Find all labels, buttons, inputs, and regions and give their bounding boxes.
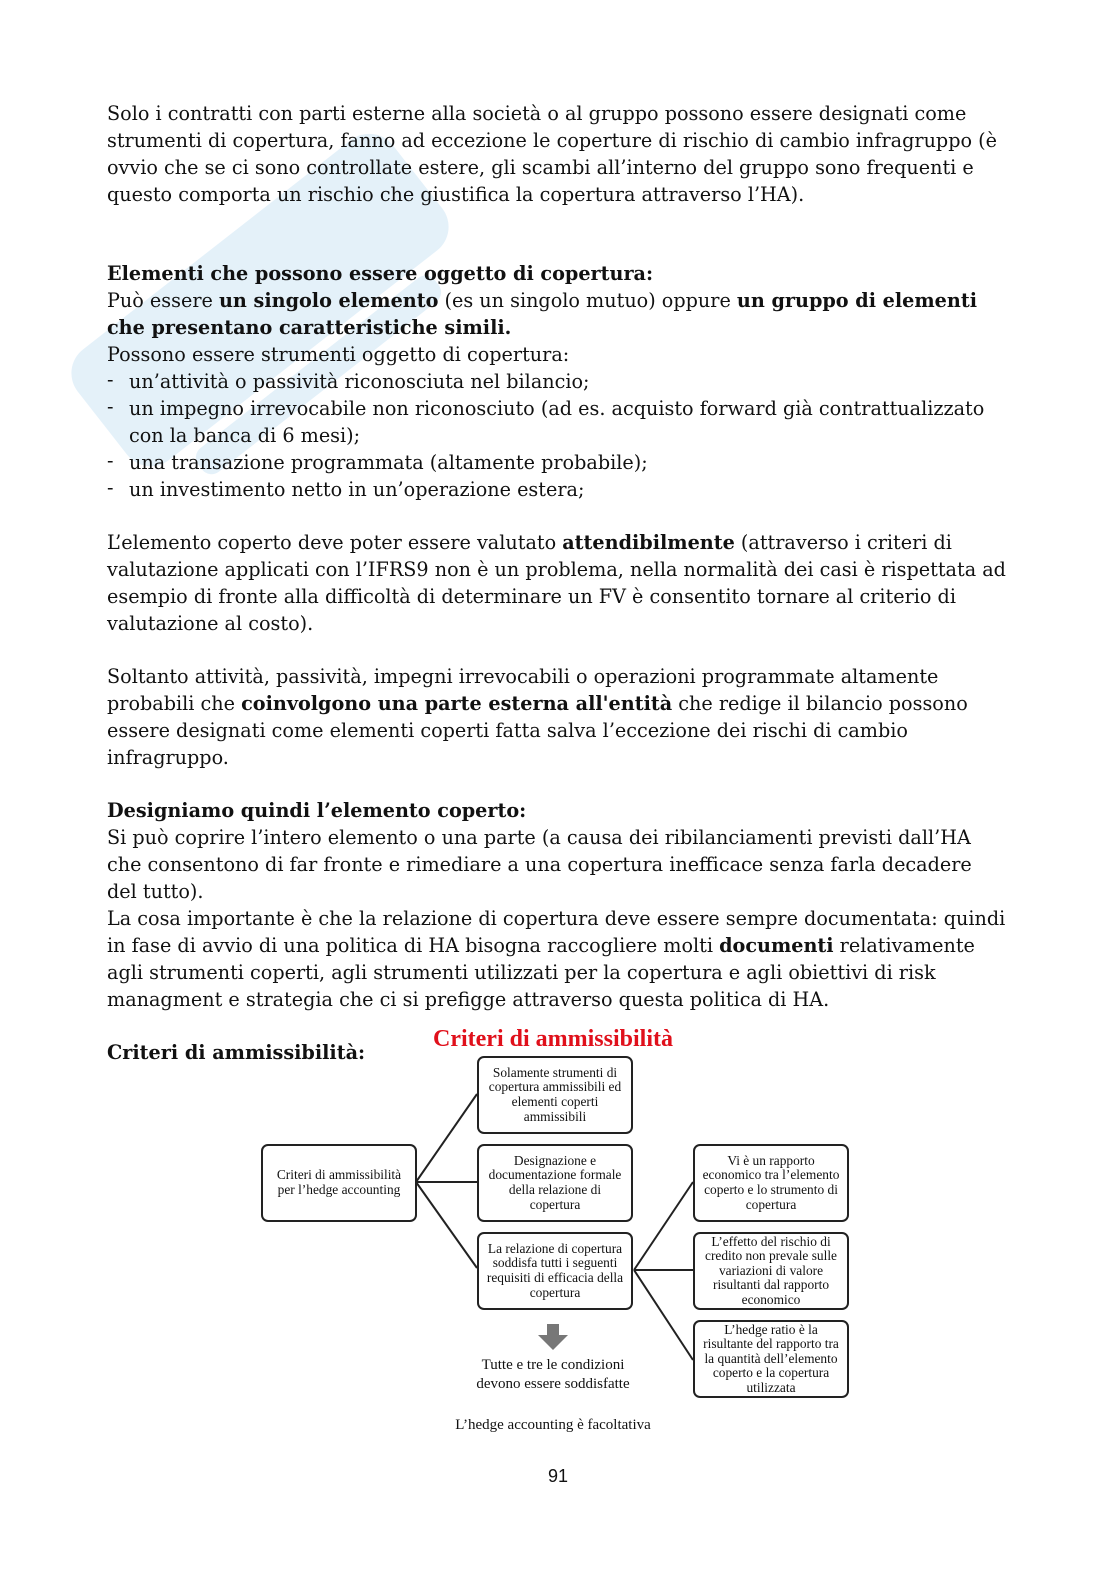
heading-elements: Elementi che possono essere oggetto di copertura: <box>107 262 654 285</box>
box-effectiveness: La relazione di copertura soddisfa tutti i seguenti requisiti di efficacia della copertura <box>477 1232 633 1310</box>
box-designation: Designazione e documentazione formale della relazione di copertura <box>477 1144 633 1222</box>
heading-criteria: Criteri di ammissibilità: <box>107 1041 366 1064</box>
instruments-list <box>107 368 1007 503</box>
conditions-note: Tutte e tre le condizioni devono essere soddisfatte <box>476 1357 630 1392</box>
page-number: 91 <box>547 1466 569 1486</box>
paragraph-cover-part: Si può coprire l’intero elemento o una parte (a causa dei ribilanciamenti previsti dall’HA che consentono di far fronte e rimediare a una copertura inefficace senza farla decadere del tutto). <box>107 826 972 903</box>
paragraph-single-element: Può essere un singolo elemento (es un singolo mutuo) oppure un gruppo di elementi che presentano caratteristiche simili. <box>107 289 977 339</box>
diagram-title: Criteri di ammissibilità <box>433 1026 673 1052</box>
box-eligible-instruments: Solamente strumenti di copertura ammissibili ed elementi coperti ammissibili <box>477 1056 633 1134</box>
paragraph-documentation: La cosa importante è che la relazione di copertura deve essere sempre documentata: quindi in fase di avvio di una politica di HA bisogna raccogliere molti documenti relativamente agli strumenti coperti, agli strumenti utilizzati per la copertura e agli obiettivi di risk managment e strategia che ci si prefigge attraverso questa politica di HA. <box>107 907 1006 1011</box>
paragraph-external-party: Soltanto attività, passività, impegni irrevocabili o operazioni programmate altamente probabili che coinvolgono una parte esterna all'entità che redige il bilancio possono essere designati come elementi coperti fatta salva l’eccezione dei rischi di cambio infragruppo. <box>107 665 968 769</box>
box-credit-risk: L’effetto del rischio di credito non prevale sulle variazioni di valore risultanti dal rapporto economico <box>693 1232 849 1310</box>
arrow-down-icon <box>538 1324 568 1350</box>
paragraph-reliable: L’elemento coperto deve poter essere valutato attendibilmente (attraverso i criteri di valutazione applicati con l’IFRS9 non è un problema, nella normalità dei casi è rispettata ad esempio di fronte alla difficoltà di determinare un FV è consentito tornare al criterio di valutazione al costo). <box>107 531 1006 635</box>
criteria-diagram <box>258 1020 858 1440</box>
list-item: - un impegno irrevocabile non riconosciuto (ad es. acquisto forward già contrattualizzato con la banca di 6 mesi); <box>107 395 1007 449</box>
diagram-footer: L’hedge accounting è facoltativa <box>455 1417 651 1433</box>
paragraph-can-be: Possono essere strumenti oggetto di copertura: <box>107 343 570 366</box>
paragraph-contracts: Solo i contratti con parti esterne alla società o al gruppo possono essere designati come strumenti di copertura, fanno ad eccezione le coperture di rischio di cambio infragruppo (è ovvio che se ci sono controllate estere, gli scambi all’interno del gruppo sono frequenti e questo comporta un rischio che giustifica la copertura attraverso l’HA). <box>107 102 997 206</box>
document-body <box>107 100 1007 1066</box>
heading-designate: Designiamo quindi l’elemento coperto: <box>107 799 527 822</box>
box-root: Criteri di ammissibilità per l’hedge accounting <box>261 1144 417 1222</box>
list-item: - un investimento netto in un’operazione estera; <box>107 476 1007 503</box>
list-item: - una transazione programmata (altamente probabile); <box>107 449 1007 476</box>
box-hedge-ratio: L’hedge ratio è la risultante del rapporto tra la quantità dell’elemento coperto e la copertura utilizzata <box>693 1320 849 1398</box>
box-economic-relationship: Vi è un rapporto economico tra l’elemento coperto e lo strumento di copertura <box>693 1144 849 1222</box>
list-item: - un’attività o passività riconosciuta nel bilancio; <box>107 368 1007 395</box>
